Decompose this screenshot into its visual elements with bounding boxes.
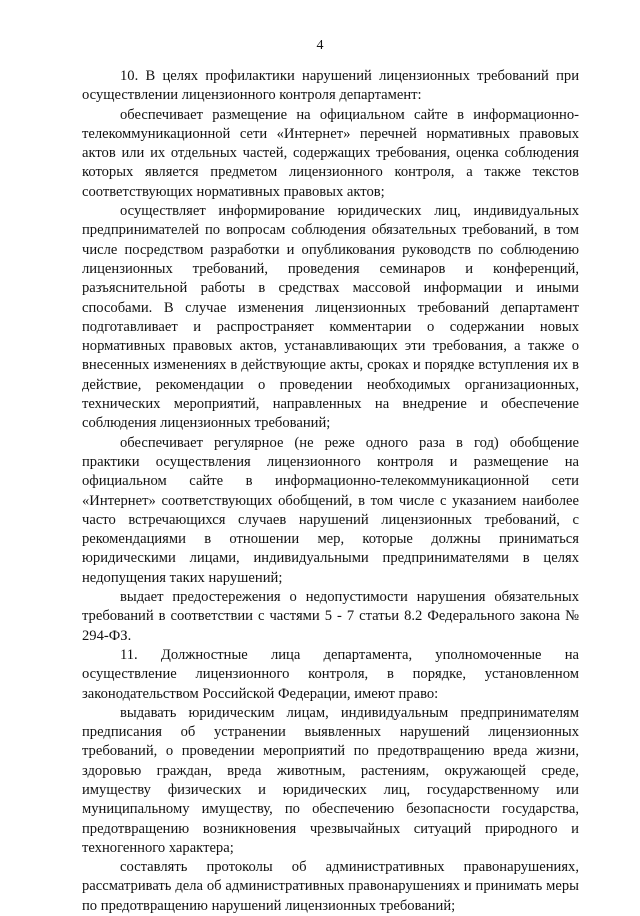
document-body — [82, 67, 579, 916]
paragraph-practice-summary: обеспечивает регулярное (не реже одного раза в год) обобщение практики осуществления лицензионного контроля и размещение на официальном сайте в информационно-телекоммуникационной сети «Интернет» соответствующих обобщений, в том числе с указанием наиболее часто встречающихся случаев нарушений лицензионных требований, с рекомендациями в отношении мер, которые должны приниматься юридическими лицами, индивидуальными предпринимателями в целях недопущения таких нарушений; — [82, 434, 579, 586]
paragraph-website-publication: обеспечивает размещение на официальном сайте в информационно-телекоммуникационной сети «Интернет» перечней нормативных правовых актов или их отдельных частей, содержащих требования, оценка соблюдения которых является предметом лицензионного контроля, а также текстов соответствующих нормативных правовых актов; — [82, 106, 579, 200]
paragraph-informing: осуществляет информирование юридических лиц, индивидуальных предпринимателей по вопросам соблюдения обязательных требований, в том числе посредством разработки и опубликования руководств по соблюдению лицензионных требований, проведения семинаров и конференций, разъяснительной работы в средствах массовой информации и иными способами. В случае изменения лицензионных требований департамент подготавливает и распространяет комментарии о содержании новых нормативных правовых актов, устанавливающих эти требования, а также о внесенных изменениях в действующие акты, сроках и порядке вступления их в действие, рекомендации о проведении необходимых организационных, технических мероприятий, направленных на внедрение и обеспечение соблюдения лицензионных требований; — [82, 203, 579, 432]
paragraph-11-intro: 11. Должностные лица департамента, уполномоченные на осуществление лицензионного контроля, в порядке, установленном законодательством Российской Федерации, имеют право: — [82, 646, 579, 702]
page-number: 4 — [316, 38, 324, 53]
paragraph-10-intro: 10. В целях профилактики нарушений лицензионных требований при осуществлении лицензионного контроля департамент: — [82, 68, 579, 104]
paragraph-prescriptions: выдавать юридическим лицам, индивидуальным предпринимателям предписания об устранении выявленных нарушений лицензионных требований, о проведении мероприятий по предотвращению вреда жизни, здоровью граждан, вреда животным, растениям, окружающей среде, имуществу физических и юридических лиц, государственному или муниципальному имуществу, по обеспечению безопасности государства, предотвращению возникновения чрезвычайных ситуаций природного и техногенного характера; — [82, 704, 579, 856]
paragraph-warnings: выдает предостережения о недопустимости нарушения обязательных требований в соответствии с частями 5 - 7 статьи 8.2 Федерального закона № 294-ФЗ. — [82, 589, 579, 644]
paragraph-protocols: составлять протоколы об административных правонарушениях, рассматривать дела об административных правонарушениях и принимать меры по предотвращению нарушений лицензионных требований; — [82, 859, 579, 914]
